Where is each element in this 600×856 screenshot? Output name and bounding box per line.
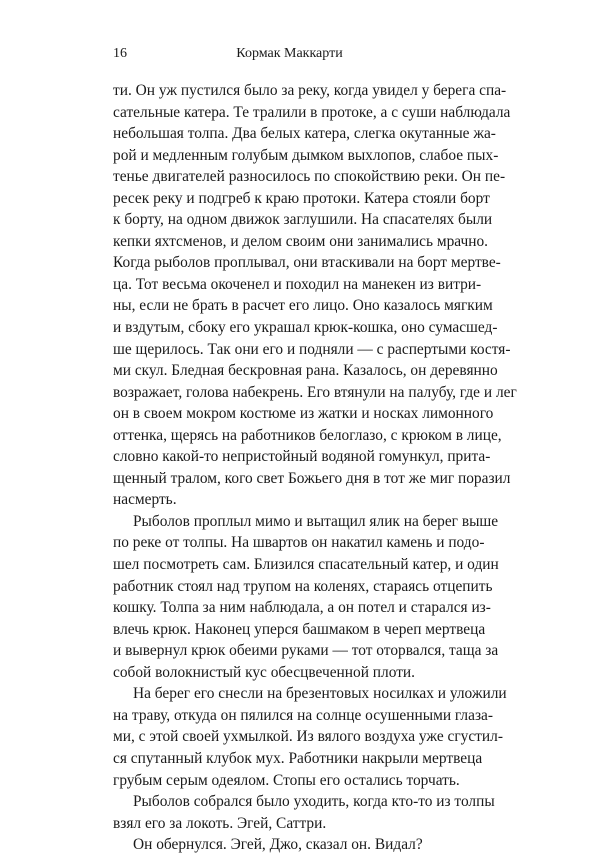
paragraph	[113, 683, 507, 791]
text-line: Рыболов собрался было уходить, когда кто-то из толпы	[133, 793, 495, 811]
text-line: ми, с этой своей ухмылкой. Из вялого воздуха уже сгустил-	[113, 728, 503, 746]
paragraph	[113, 834, 466, 856]
text-line: ны, если не брать в расчет его лицо. Оно казалось мягким	[113, 297, 493, 315]
text-line: и вздутым, сбоку его украшал крюк-кошка, оно сумасшед-	[113, 319, 498, 337]
text-line: оттенка, щерясь на работников белоглазо, с крюком в лице,	[113, 426, 502, 444]
text-line: шел посмотреть сам. Близился спасательный катер, и один	[113, 556, 499, 574]
running-title: Кормак Маккарти	[236, 46, 343, 61]
text-line: тенье двигателей разносилось по спокойствию реки. Он пе-	[113, 168, 506, 186]
text-line: ми скул. Бледная бескровная рана. Казалось, он деревянно	[113, 362, 498, 380]
text-line: на траву, откуда он пялился на солнце осушенными глаза-	[113, 706, 493, 724]
text-line: небольшая толпа. Два белых катера, слегка окутанные жа-	[113, 125, 496, 143]
text-line: словно какой-то непристойный водяной гомункул, прита-	[113, 448, 491, 466]
text-line: возражает, голова набекрень. Его втянули на палубу, где и лег	[113, 383, 517, 401]
text-line: щенный тралом, кого свет Божьего дня в тот же миг поразил	[113, 469, 511, 487]
body-text	[113, 80, 517, 856]
text-line: Рыболов проплыл мимо и вытащил ялик на берег выше	[133, 512, 499, 530]
text-line: Он обернулся. Эгей, Джо, сказал он. Видал?	[133, 836, 423, 854]
text-line: и вывернул крюк обеими руками — тот оторвался, таща за	[113, 642, 499, 660]
text-line: кепки яхтсменов, и делом своим они занимались мрачно.	[113, 232, 489, 250]
text-line: по реке от толпы. На швартов он накатил камень и подо-	[113, 534, 485, 552]
text-line: взял его за локоть. Эгей, Саттри.	[113, 814, 327, 832]
text-line: он в своем мокром костюме из жатки и носках лимонного	[113, 405, 494, 423]
paragraph	[113, 80, 517, 511]
text-line: кошку. Толпа за ним наблюдала, а он потел и старался из-	[113, 599, 491, 617]
text-line: к борту, на одном движок заглушили. На спасателях были	[113, 211, 493, 229]
text-line: На берег его снесли на брезентовых носилках и уложили	[133, 685, 507, 703]
text-line: собой волокнистый кус обесцвеченной плоти.	[113, 663, 416, 681]
page-header	[113, 46, 466, 66]
text-line: насмерть.	[113, 491, 177, 509]
text-line: работник стоял над трупом на коленях, стараясь отцепить	[113, 577, 493, 595]
text-line: влечь крюк. Наконец уперся башмаком в череп мертвеца	[113, 620, 486, 638]
paragraph	[113, 791, 495, 834]
text-line: Когда рыболов проплывал, они втаскивали на борт мертве-	[113, 254, 501, 272]
text-line: ше щерилось. Так они его и подняли — с распертыми костя-	[113, 340, 511, 358]
page-number: 16	[113, 46, 127, 61]
text-line: сательные катера. Те тралили в протоке, а с суши наблюдала	[113, 103, 511, 121]
paragraph	[113, 511, 499, 683]
text-line: ти. Он уж пустился было за реку, когда увидел у берега спа-	[113, 82, 507, 99]
text-line: рой и медленным голубым дымком выхлопов, слабое пых-	[113, 146, 499, 164]
text-line: ресек реку и подгреб к краю протоки. Катера стояли борт	[113, 189, 490, 207]
text-line: грубым серым одеялом. Стопы его остались торчать.	[113, 771, 460, 789]
text-line: ца. Тот весьма окоченел и походил на манекен из витри-	[113, 275, 482, 293]
text-line: ся спутанный клубок мух. Работники накрыли мертвеца	[113, 749, 483, 767]
